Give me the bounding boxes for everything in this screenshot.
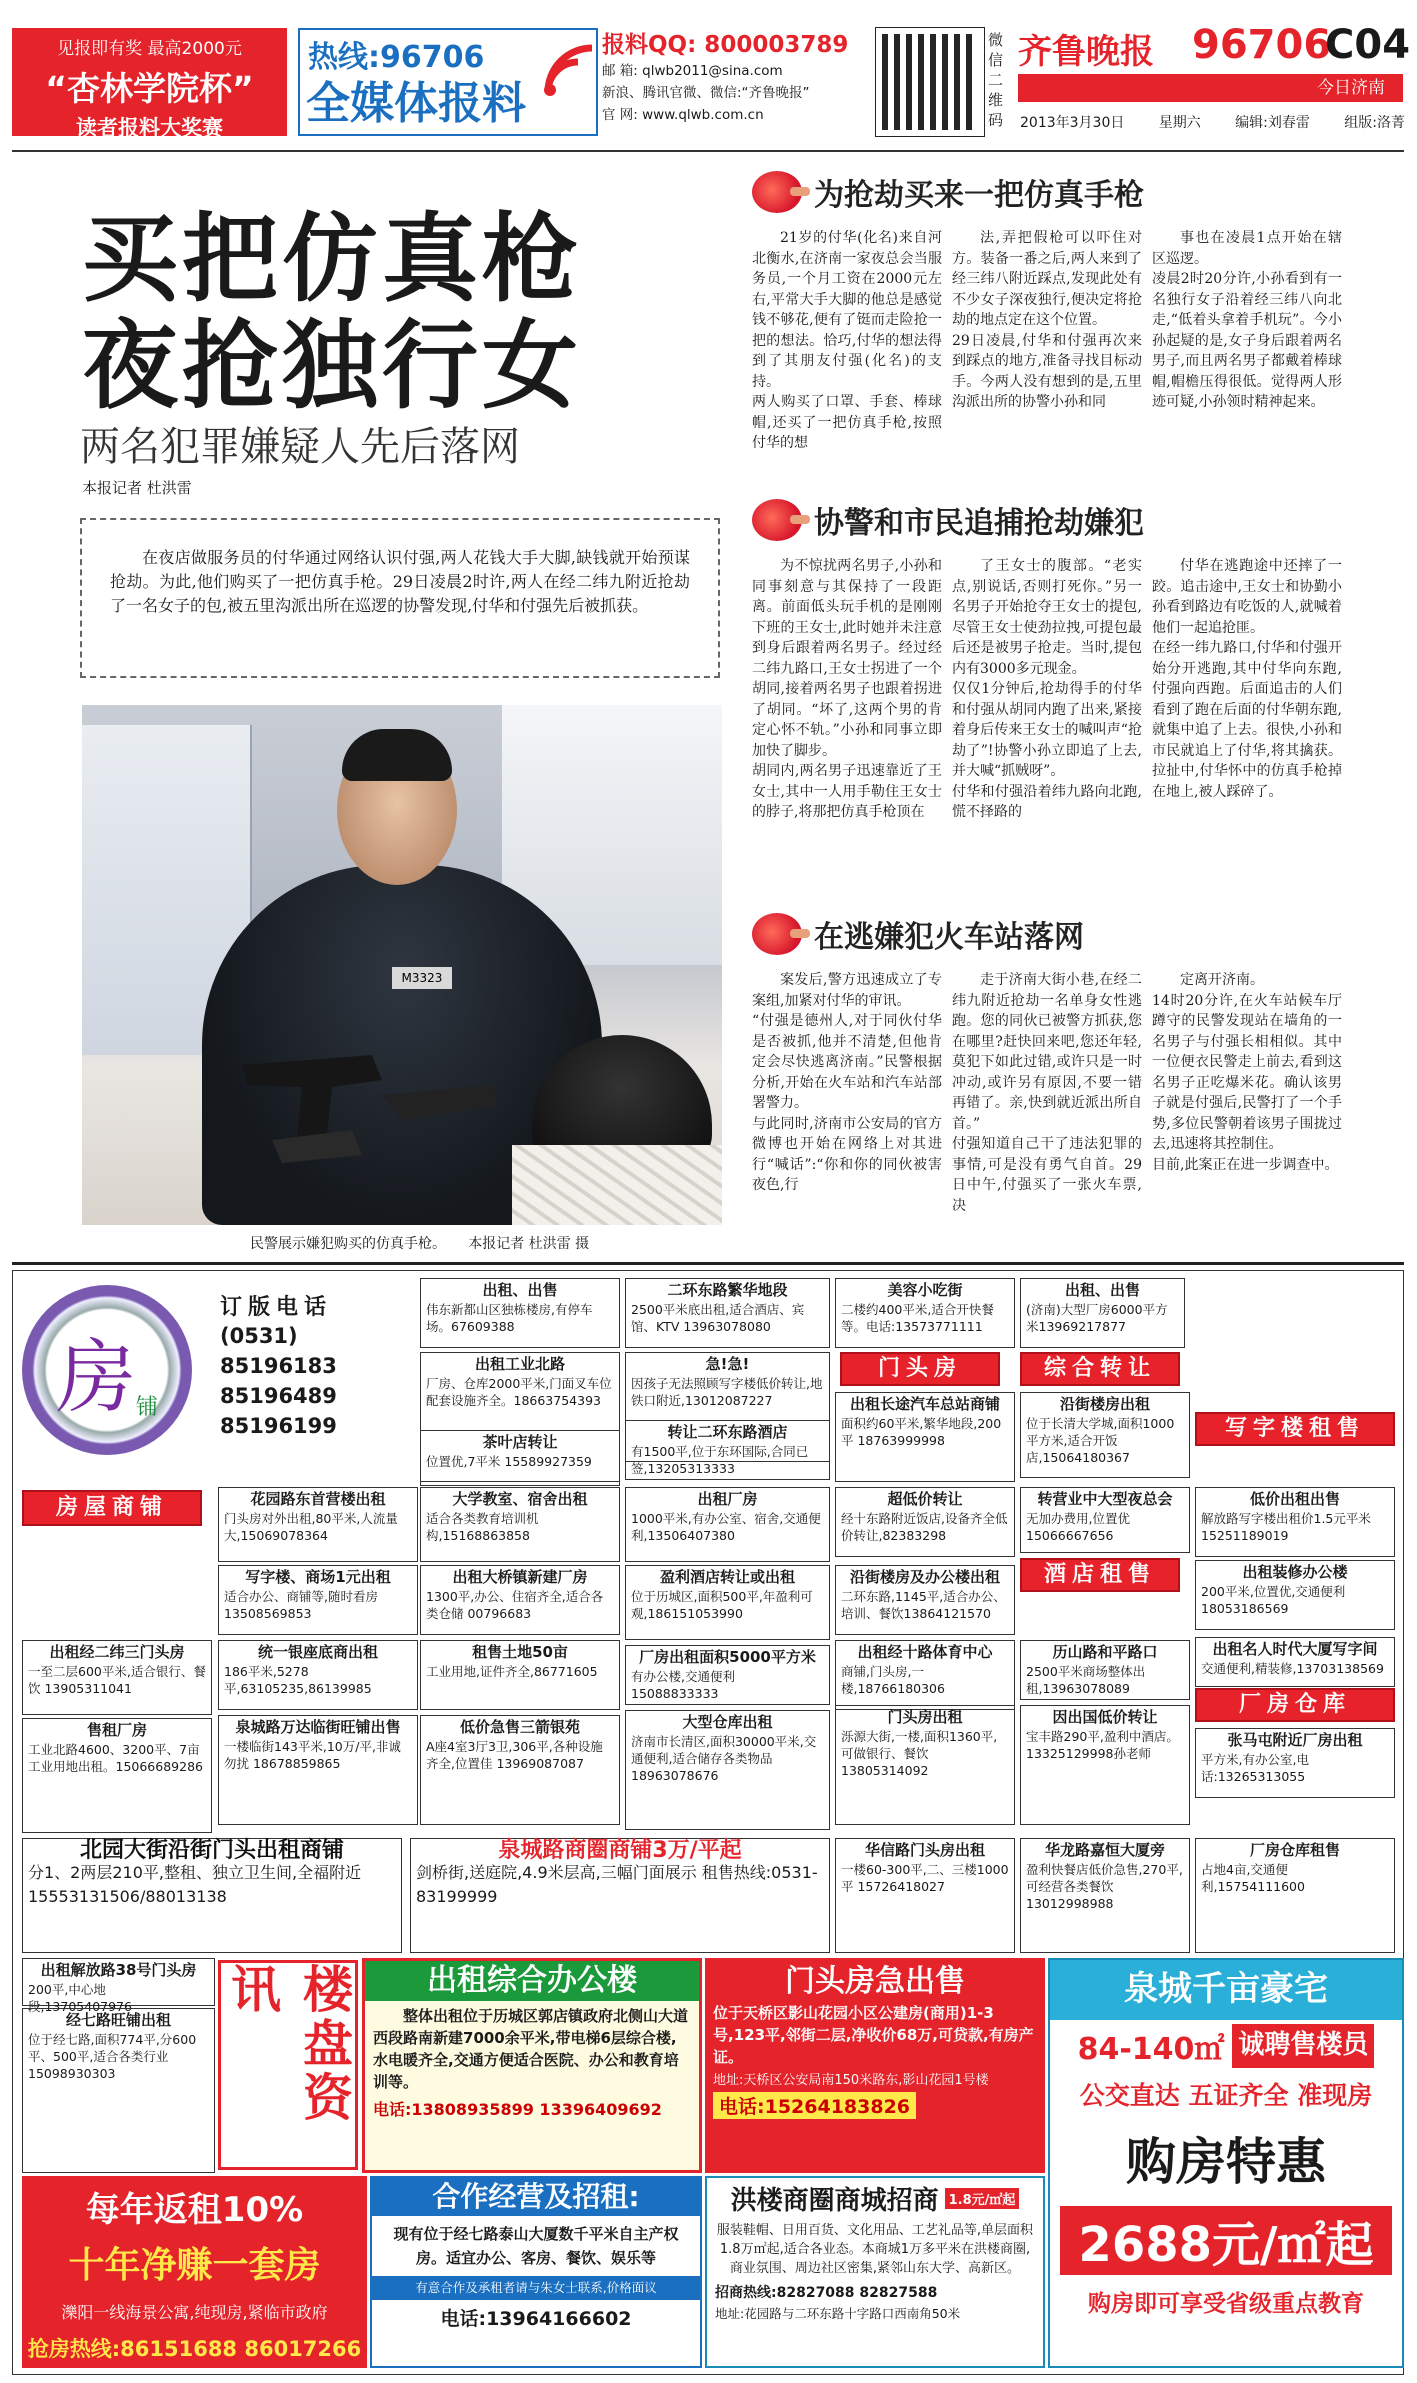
classified-ad [218, 1565, 418, 1635]
classified-ad-title: 出租长途汽车总站商铺 [849, 1395, 1000, 1413]
mentou-ad [705, 1958, 1045, 2173]
classified-ad-title: 急!急! [705, 1355, 750, 1373]
classified-ad [625, 1565, 830, 1640]
classified-ad-text: 因孩子无法照顾写字楼低价转让,地铁口附近,13012087227 [631, 1376, 823, 1408]
fanli-addr: 濼阳一线海景公寓,纯现房,紧临市政府 [61, 2303, 328, 2322]
classified-ad [1020, 1705, 1190, 1825]
quancheng-size: 84-140㎡ [1077, 2032, 1225, 2067]
honglou-title: 洪楼商圈商城招商 [730, 2186, 939, 2216]
classified-ad-text: 二环东路,1145平,适合办公、培训、餐饮13864121570 [841, 1589, 1006, 1621]
loupan-text: 楼盘资讯 [223, 1963, 354, 2125]
classified-ad-title: 出租、出售 [1064, 1281, 1140, 1299]
classified-ad-text: 186平米,5278平,63105235,86139985 [224, 1664, 372, 1696]
classified-ad-text: 位于长清大学城,面积1000平方米,适合开饭店,15064180367 [1026, 1416, 1175, 1465]
classified-ad-text: 宝丰路290平,盈利中酒店。13325129998孙老师 [1026, 1729, 1179, 1761]
tag-fangwu: 房屋商铺 [22, 1490, 202, 1526]
tag-jiudian: 酒店租售 [1020, 1558, 1180, 1592]
main-headline-2: 夜抢独行女 [82, 310, 582, 422]
subscribe-block [200, 1290, 410, 1470]
hezuo-phone: 电话:13964166602 [440, 2308, 632, 2330]
classified-ad [625, 1420, 830, 1480]
section-bar [1018, 74, 1403, 102]
quancheng-sub: 公交直达 五证齐全 准现房 [1079, 2081, 1373, 2110]
classified-ad-text: 二楼约400平米,适合开快餐等。电话:13573771111 [841, 1302, 994, 1334]
classified-ad-title: 张马屯附近厂房出租 [1227, 1731, 1363, 1749]
classified-ad-title: 转让二环东路酒店 [667, 1423, 788, 1441]
classified-ad-text: 适合各类教育培训机构,15168863858 [426, 1511, 539, 1543]
subscribe-line-1: 85196183 [220, 1354, 337, 1378]
classified-ad [625, 1278, 830, 1348]
section1-title: 为抢劫买来一把仿真手枪 [752, 170, 1144, 214]
contest-banner [12, 28, 287, 140]
classified-ad-text: 有1500平,位于东环国际,合同已签,13205313333 [631, 1444, 809, 1476]
news-photo [82, 705, 722, 1225]
classified-ad [22, 1838, 402, 1953]
classified-ad-text: 1300平,办公、住宿齐全,适合各类仓储 00796683 [426, 1589, 604, 1621]
quancheng-hire: 诚聘售楼员 [1232, 2024, 1374, 2068]
classified-ad-text: 分1、2两层210平,整租、独立卫生间,全福附近15553131506/88013138 [28, 1863, 362, 1906]
classified-ad [420, 1278, 620, 1348]
classified-ad-text: 一楼临街143平米,10万/平,非诚勿扰 18678859865 [224, 1739, 401, 1771]
classified-ad-title: 出租工业北路 [474, 1355, 565, 1373]
classified-ad-title: 大学教室、宿舍出租 [452, 1490, 588, 1508]
section2-title: 协警和市民追捕抢劫嫌犯 [752, 498, 1144, 542]
classified-ad-text: 一楼60-300平,二、三楼1000平 15726418027 [841, 1862, 1009, 1894]
classified-ad-title: 低价出租出售 [1249, 1490, 1340, 1508]
classified-ad-title: 出租大桥镇新建厂房 [452, 1568, 588, 1586]
classified-ad [218, 1640, 418, 1710]
tag-zonghe: 综合转让 [1020, 1352, 1180, 1386]
classified-ad-text: 200平,中心地段,13705407976 [28, 1982, 132, 2014]
photo-caption: 民警展示嫌犯购买的仿真手枪。 本报记者 杜洪雷 摄 [250, 1236, 590, 1252]
classified-ad [1020, 1278, 1185, 1348]
classified-ad-title: 沿街楼房及办公楼出租 [849, 1568, 1000, 1586]
classified-ad-text: 商铺,门头房,一楼,18766180306 [841, 1664, 945, 1696]
classified-ad-title: 盈利酒店转让或出租 [659, 1568, 795, 1586]
qq-block [602, 30, 872, 126]
classified-ad-text: 济南市长清区,面积30000平米,交通便利,适合储存各类物品 18963078676 [631, 1734, 817, 1783]
fang-char: 房 [55, 1330, 136, 1424]
classified-ad [835, 1640, 1015, 1710]
lead-text: 在夜店做服务员的付华通过网络认识付强,两人花钱大手大脚,缺钱就开始预谋抢劫。为此,他们购买了一把仿真手枪。29日凌晨2时许,两人在经二纬九附近抢劫了一名女子的包,被五里沟派出所在巡逻的协警发现,付华和付强先后被抓获。 [110, 548, 690, 615]
officer-hair [342, 729, 452, 781]
pointing-finger-icon [752, 913, 802, 955]
classified-ad [1195, 1838, 1395, 1953]
classified-ad-title: 售租厂房 [86, 1721, 147, 1739]
classified-ad [1195, 1728, 1395, 1798]
quancheng-ad [1048, 1958, 1404, 2368]
media-title: 全媒体报料 [306, 78, 526, 129]
classified-ad-text: 剑桥街,送庭院,4.9米层高,三幅门面展示 租售热线:0531-83199999 [416, 1863, 818, 1906]
section1-col1: 21岁的付华(化名)来自河北衡水,在济南一家夜总会当服务员,一个月工资在2000元左右,平常大手大脚的他总是感觉钱不够花,便有了铤而走险抢一把的想法。恰巧,付华的想法得到了其朋友付强(化名)的支持。 两人购买了口罩、手套、棒球帽,还买了一把仿真手枪,按照付华的想 [752, 230, 942, 451]
honglou-text: 服装鞋帽、日用百货、文化用品、工艺礼品等,单层面积1.8万㎡起,适合各业态。本商城1万多平米在洪楼商圈,商业氛围、周边社区密集,紧邻山东大学、高新区。 [716, 2223, 1034, 2276]
mentou-title: 门头房急出售 [785, 1964, 965, 1999]
honglou-price: 1.8元/㎡起 [945, 2188, 1020, 2209]
office-ad [362, 1958, 702, 2173]
masthead-rule [12, 150, 1404, 152]
lead-box [80, 518, 720, 678]
classified-ad [835, 1278, 1015, 1348]
classified-ad-text: 泺源大街,一楼,面积1360平,可做银行、餐饮 13805314092 [841, 1729, 998, 1778]
classified-ad-text: 厂房、仓库2000平米,门面叉车位配套设施齐全。18663754393 [426, 1376, 612, 1408]
classified-ad-text: 盈利快餐店低价急售,270平,可经营各类餐饮 13012998988 [1026, 1862, 1183, 1911]
subscribe-title: 订版电话 [220, 1295, 333, 1320]
classified-ad [218, 1487, 418, 1562]
classified-ad-title: 北园大街沿街门头出租商铺 [79, 1838, 344, 1863]
pointing-finger-icon [752, 171, 802, 213]
subscribe-line-3: 85196199 [220, 1414, 337, 1438]
classified-ad-text: A座4室3厅3卫,306平,各种设施齐全,位置佳 13969087087 [426, 1739, 603, 1771]
main-headline-1: 买把仿真枪 [82, 203, 582, 315]
section1-col3: 事也在凌晨1点开始在辖区巡逻。 凌晨2时20分许,小孙看到有一名独行女子沿着经三纬八向北走,“低着头拿着手机玩”。今小孙起疑的是,女子身后跟着两名男子,而且两名男子都戴着棒球帽,帽檐压得很低。觉得两人形迹可疑,小孙领时精神起来。 [1152, 230, 1342, 410]
classified-ad-text: 面积约60平米,繁华地段,200平 18763999998 [841, 1416, 1002, 1448]
classified-ad-title: 沿街楼房出租 [1059, 1395, 1150, 1413]
section2-col2: 了王女士的腹部。“老实点,别说话,否则打死你。”另一名男子开始抢夺王女士的提包,尽管王女士使劲拉拽,可提包最后还是被男子抢走。当时,提包内有3000多元现金。 仅仅1分钟后,抢劫得手的付华和付强从胡同内跑了出来,紧接着身后传来王女士的喊叫声“抢劫了”!协警小孙立即追了上去,并大喊“抓贼呀”。 付华和付强沿着纬九路向北跑,慌不择路的 [952, 558, 1142, 820]
section3-col1: 案发后,警方迅速成立了专案组,加紧对付华的审讯。 “付强是德州人,对于同伙付华是否被抓,他并不清楚,但他肯定会尽快逃离济南。”民警根据分析,开始在火车站和汽车站部署警力。 与此同时,济南市公安局的官方微博也开始在网络上对其进行“喊话”:“你和你的同伙被害夜色,行 [752, 972, 942, 1193]
tag-mentoufang: 门头房 [840, 1352, 1000, 1386]
office-title: 出租综合办公楼 [365, 1961, 699, 2001]
classified-ad-title: 出租厂房 [697, 1490, 758, 1508]
classified-ad-text: 无加办费用,位置优15066667656 [1026, 1511, 1130, 1543]
classified-ad-title: 泉城路万达临街旺铺出售 [235, 1718, 401, 1736]
tag-changfang: 厂房仓库 [1195, 1688, 1395, 1722]
classified-ad-text: 工业北路4600、3200平、7亩工业用地出租。15066689286 [28, 1742, 203, 1774]
contest-top: 见报即有奖 最高2000元 [57, 39, 242, 59]
classified-ad-title: 历山路和平路口 [1052, 1643, 1158, 1661]
paper-hotline: 96706 [1192, 22, 1332, 68]
main-byline: 本报记者 杜洪雷 [82, 479, 192, 497]
quancheng-title: 泉城千亩豪宅 [1124, 1969, 1328, 2009]
tag-xiezilou: 写字楼租售 [1195, 1412, 1395, 1446]
gloves [512, 1145, 722, 1225]
page-number: C04 [1325, 22, 1411, 68]
classified-ad-text: 解放路写字楼出租价1.5元平米 15251189019 [1201, 1511, 1371, 1543]
classified-ad-title: 统一银座底商出租 [257, 1643, 378, 1661]
honglou-ad [705, 2176, 1045, 2368]
classified-ad-text: (济南)大型厂房6000平方米13969217877 [1026, 1302, 1168, 1334]
signal-icon [540, 40, 600, 100]
classified-ad-title: 租售土地50亩 [472, 1643, 568, 1661]
mentou-addr: 地址:天桥区公安局南150米路东,影山花园1号楼 [713, 2073, 989, 2088]
classified-ad-text: 位于经七路,面积774平,分600平、500平,适合各类行业 15098930303 [28, 2032, 197, 2081]
honglou-phone: 招商热线:82827088 82827588 [715, 2285, 938, 2301]
fanli-sub: 十年净赚一套房 [68, 2245, 321, 2286]
honglou-addr: 地址:花园路与二环东路十字路口西南角50米 [715, 2306, 961, 2321]
classified-ad [625, 1645, 830, 1705]
classified-ad [1195, 1637, 1395, 1687]
contest-title: “杏林学院杯” [45, 69, 254, 108]
classified-ad-text: 200平米,位置优,交通便利 18053186569 [1201, 1584, 1346, 1616]
quancheng-price: 2688元/㎡起 [1060, 2206, 1392, 2275]
classified-ad [410, 1838, 830, 1953]
classified-ad-title: 厂房仓库租售 [1249, 1841, 1340, 1859]
fang-sub: 铺 [135, 1394, 158, 1420]
main-subtitle: 两名犯罪嫌疑人先后落网 [80, 424, 520, 470]
office-phone: 电话:13808935899 13396409692 [373, 2100, 662, 2119]
office-text: 整体出租位于历城区郭店镇政府北侧山大道西段路南新建7000余平米,带电梯6层综合楼,水电暖齐全,交通方便适合医院、办公和教育培训等。 [373, 2007, 689, 2091]
classified-ad-title: 转营业中大型夜总会 [1037, 1490, 1173, 1508]
classified-ad-title: 美容小吃街 [887, 1281, 963, 1299]
hezuo-ad [370, 2176, 702, 2368]
classified-ad-title: 超低价转让 [887, 1490, 963, 1508]
classified-ad-title: 出租经二纬三门头房 [49, 1643, 185, 1661]
loupan-box [218, 1960, 358, 2170]
classified-ad [625, 1710, 830, 1830]
classified-ad [22, 1718, 212, 1833]
hezuo-text: 现有位于经七路泰山大厦数千平米自主产权房。适宜办公、客房、餐饮、娱乐等 [393, 2225, 679, 2267]
classified-ad-title: 因出国低价转让 [1052, 1708, 1158, 1726]
classified-ad-title: 出租名人时代大厦写字间 [1212, 1640, 1378, 1658]
qq-number: 报料QQ: 800003789 [602, 32, 849, 58]
quancheng-row [1050, 2024, 1402, 2068]
classified-ad-text: 占地4亩,交通便利,15754111600 [1201, 1862, 1305, 1894]
classified-ad-title: 茶叶店转让 [482, 1433, 558, 1451]
classified-ad-title: 写字楼、商场1元出租 [245, 1568, 391, 1586]
classified-ad [420, 1430, 620, 1486]
classified-ad-title: 出租解放路38号门头房 [40, 1961, 197, 1979]
classified-ad-text: 适合办公、商铺等,随时看房 13508569853 [224, 1589, 378, 1621]
classified-ad-text: 一至二层600平米,适合银行、餐饮 13905311041 [28, 1664, 206, 1696]
story-bottom-rule [12, 1262, 1404, 1265]
classified-ad [22, 2008, 215, 2173]
classified-ad [835, 1705, 1015, 1825]
classified-ad [835, 1838, 1015, 1953]
quancheng-edu: 购房即可享受省级重点教育 [1088, 2291, 1364, 2317]
classified-ad-title: 门头房出租 [887, 1708, 963, 1726]
classified-ad-title: 出租装修办公楼 [1242, 1563, 1348, 1581]
classified-ad-text: 2500平米底出租,适合酒店、宾馆、KTV 13963078080 [631, 1302, 805, 1334]
classified-ad-text: 位置优,7平米 15589927359 [426, 1454, 592, 1469]
section3-col3: 定离开济南。 14时20分许,在火车站候车厅蹲守的民警发现站在墙角的一名男子与付强长相相似。其中一位便衣民警走上前去,看到这名男子正吃爆米花。确认该男子就是付强后,民警打了一个手势,多位民警朝着该男子围拢过去,迅速将其控制住。 目前,此案正在进一步调查中。 [1152, 972, 1342, 1173]
classified-ad [1020, 1487, 1190, 1553]
classified-ad-title: 二环东路繁华地段 [667, 1281, 788, 1299]
section1-col2: 法,弄把假枪可以吓住对方。装备一番之后,两人来到了经三纬八附近踩点,发现此处有不少女子深夜独行,便决定将抢劫的地点定在这个位置。 29日凌晨,付华和付强再次来到踩点的地方,准备寻找目标动手。今两人没有想到的是,五里沟派出所的协警小孙和同 [952, 230, 1142, 410]
subscribe-line-2: 85196489 [220, 1384, 337, 1408]
classified-ad [22, 1640, 212, 1715]
mentou-text: 位于天桥区影山花园小区公建房(商用)1-3号,123平,邻街二层,净收价68万,可贷款,有房产证。 [713, 2004, 1034, 2066]
honglou-header [715, 2180, 1035, 2217]
police-badge: M3323 [392, 967, 452, 989]
classified-ad-title: 出租经十路体育中心 [857, 1643, 993, 1661]
classified-ad [1195, 1560, 1395, 1630]
classified-ad-title: 泉城路商圈商铺3万/平起 [498, 1838, 742, 1863]
subscribe-line-0: (0531) [220, 1324, 298, 1348]
classified-ad [835, 1487, 1015, 1557]
classified-ad-title: 华龙路嘉恒大厦旁 [1044, 1841, 1165, 1859]
classified-ad [835, 1565, 1015, 1635]
classified-ad-title: 花园路东首营楼出租 [250, 1490, 386, 1508]
classified-ad-title: 厂房出租面积5000平方米 [639, 1648, 816, 1666]
classified-ad [22, 1958, 215, 2014]
classified-ad [1020, 1640, 1190, 1700]
classified-ad-text: 2500平米商场整体出租,13963078089 [1026, 1664, 1146, 1696]
classified-ad [1020, 1392, 1190, 1478]
classified-ad-text: 平方米,有办公室,电话:13265313055 [1201, 1752, 1309, 1784]
section3-col2: 走于济南大街小巷,在经二纬九附近抢劫一名单身女性逃跑。您的同伙已被警方抓获,您在哪里?赶快回来吧,您还年轻,莫犯下如此过错,或许只是一时冲动,或许另有原因,不要一错再错了。亲,快到就近派出所自首。” 付强知道自己干了违法犯罪的事情,可是没有勇气自首。29日中午,付强买了一张火车票,决 [952, 972, 1142, 1214]
weibo-line: 新浪、腾讯官微、微信:“齐鲁晚报” [602, 85, 810, 101]
pointing-finger-icon [752, 499, 802, 541]
classified-ad-text: 有办公楼,交通便利 15088833333 [631, 1669, 735, 1701]
fanli-ad [22, 2176, 367, 2368]
classified-ad [1020, 1838, 1190, 1953]
dateline: 2013年3月30日 星期六 编辑:刘春雷 组版:洛菁 [1020, 115, 1405, 131]
gun-parts [232, 1025, 512, 1165]
classified-ad-text: 伟东新都山区独栋楼房,有停车场。67609388 [426, 1302, 593, 1334]
section2-col3: 付华在逃跑途中还摔了一跤。追击途中,王女士和协勤小孙看到路边有吃饭的人,就喊着他们一起追抢匪。 在经一纬九路口,付华和付强开始分开逃跑,其中付华向东跑,付强向西跑。后面追击的人们看到了跑在后面的付华朝东跑,就集中追了上去。很快,小孙和市民就追上了付华,将其擒获。拉扯中,付华怀中的仿真手枪掉在地上,被人踩碎了。 [1152, 558, 1342, 800]
fanli-title: 每年返租10% [85, 2190, 304, 2230]
mentou-phone: 电话:15264183826 [713, 2092, 916, 2119]
classified-ad-title: 华信路门头房出租 [864, 1841, 985, 1859]
classified-ad [218, 1715, 418, 1825]
email-line: 邮 箱: qlwb2011@sina.com [602, 63, 783, 79]
section3-title: 在逃嫌犯火车站落网 [752, 912, 1084, 956]
classified-ad-title: 大型仓库出租 [682, 1713, 773, 1731]
contest-sub: 读者报料大奖赛 [76, 116, 223, 140]
classified-ad [625, 1487, 830, 1562]
classified-ad-text: 门头房对外出租,80平米,人流量大,15069078364 [224, 1511, 398, 1543]
classified-ad [420, 1640, 620, 1710]
fanli-phone: 抢房热线:86151688 86017266 [27, 2337, 362, 2361]
classified-ad-text: 位于历城区,面积500平,年盈利可观,186151053990 [631, 1589, 813, 1621]
classified-ad [1195, 1487, 1395, 1557]
fang-logo [22, 1285, 192, 1455]
classified-ad [835, 1392, 1015, 1482]
classified-ad-text: 交通便利,精装修,13703138569 [1201, 1661, 1384, 1676]
hezuo-title: 合作经营及招租: [372, 2178, 700, 2216]
qr-caption: 微信二维码 [988, 31, 1004, 129]
classified-ad-text: 工业用地,证件齐全,86771605 [426, 1664, 598, 1679]
classified-ad-title: 经七路旺铺出租 [65, 2011, 171, 2029]
classified-ad [420, 1565, 620, 1635]
classified-ad [420, 1487, 620, 1562]
quancheng-big: 购房特惠 [1126, 2132, 1326, 2191]
classified-ad-title: 低价急售三箭银苑 [459, 1718, 580, 1736]
web-line: 官 网: www.qlwb.com.cn [602, 107, 764, 123]
paper-name: 齐鲁晚报 [1018, 32, 1154, 72]
classified-ad-text: 经十东路附近饭店,设备齐全低价转让,82383298 [841, 1511, 1008, 1543]
classified-ad [420, 1715, 620, 1825]
masthead [0, 0, 1417, 195]
section2-col1: 为不惊扰两名男子,小孙和同事刻意与其保持了一段距离。前面低头玩手机的是刚刚下班的王女士,此时她并未注意到身后跟着两名男子。经过经二纬九路口,王女士拐进了一个胡同,接着两名男子也跟着拐进了胡同。“坏了,这两个男的肯定心怀不轨。”小孙和同事立即加快了脚步。 胡同内,两名男子迅速靠近了王女士,其中一人用手勒住王女士的脖子,将那把仿真手枪顶在 [752, 558, 942, 820]
section-name: 今日济南 [1317, 78, 1385, 98]
classified-ad-title: 出租、出售 [482, 1281, 558, 1299]
qr-code [876, 28, 984, 136]
hezuo-note: 有意合作及承租者请与朱女士联系,价格面议 [372, 2276, 700, 2300]
classified-ad-text: 1000平米,有办公室、宿舍,交通便利,13506407380 [631, 1511, 821, 1543]
hotline-text: 热线:96706 [308, 40, 485, 75]
